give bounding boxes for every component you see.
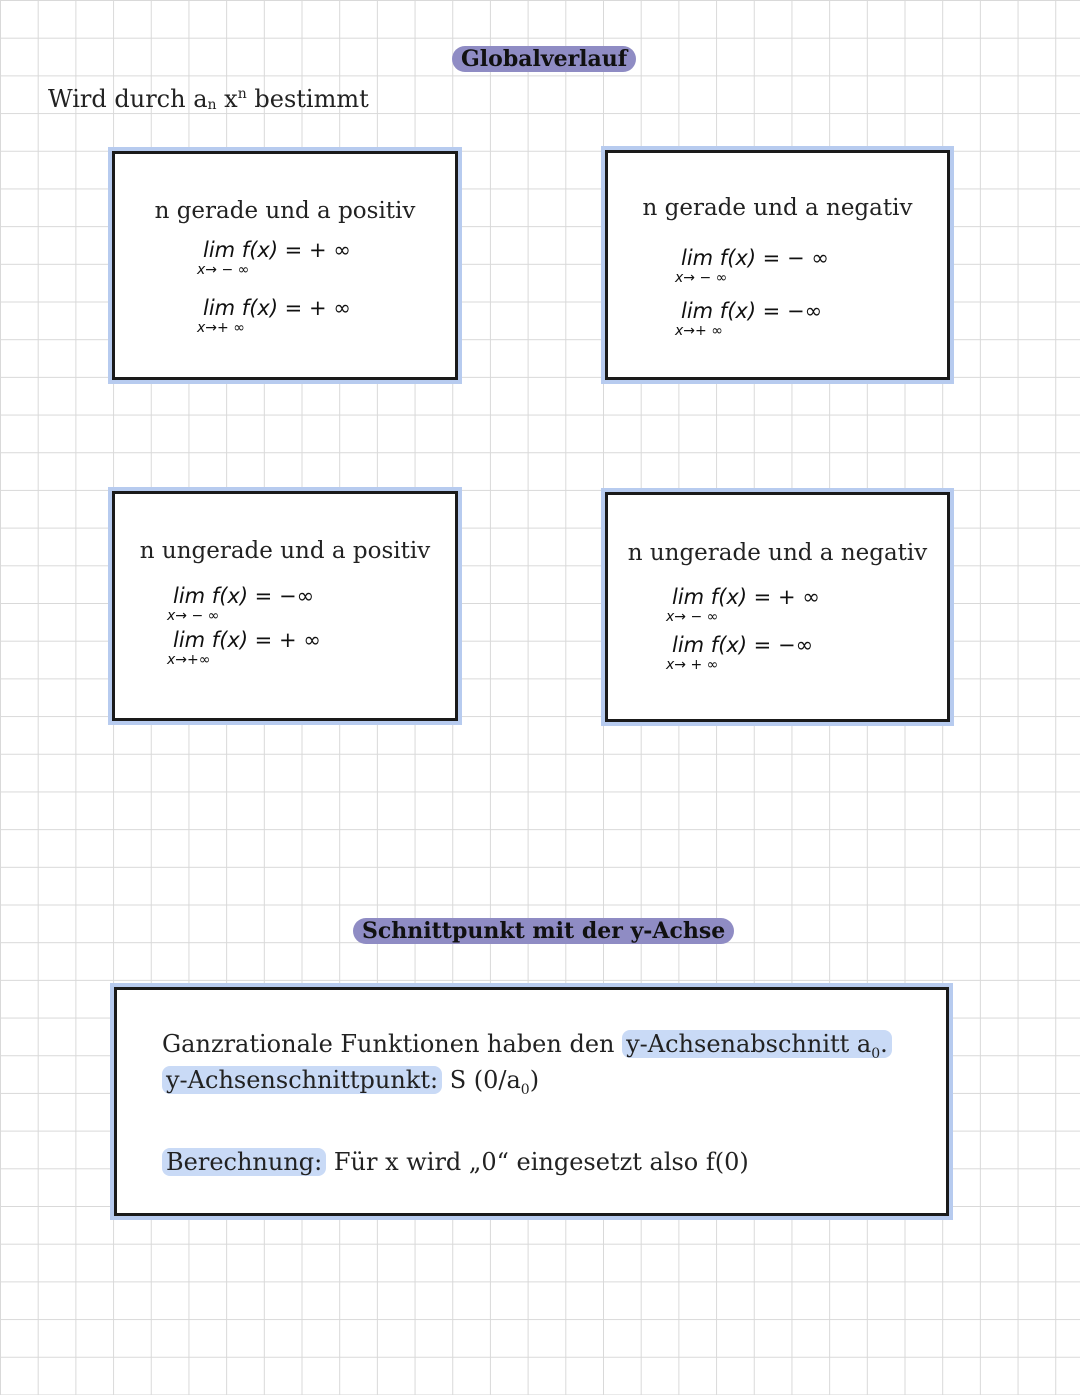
limit-expression: lim f(x) = −∞ xyxy=(672,633,814,657)
card-title: n gerade und a negativ xyxy=(642,195,913,221)
limit-approach: x→ + ∞ xyxy=(666,657,719,673)
limit-expression: lim f(x) = −∞ xyxy=(173,584,315,608)
limit-expression: lim f(x) = + ∞ xyxy=(173,628,321,652)
text-segment: . xyxy=(880,1030,888,1058)
highlight-berechnung: Berechnung: xyxy=(162,1148,326,1176)
intro-subscript: n xyxy=(207,97,217,113)
limit-approach: x→+∞ xyxy=(167,652,211,668)
limit-expression: lim f(x) = − ∞ xyxy=(681,246,829,270)
limit-approach: x→ − ∞ xyxy=(666,609,719,625)
limit-plus-infinity xyxy=(167,628,321,668)
limit-plus-infinity xyxy=(666,633,814,673)
limit-minus-infinity xyxy=(675,246,829,286)
limit-approach: x→+ ∞ xyxy=(675,323,723,339)
card-ungerade-positiv xyxy=(112,491,458,721)
limit-approach: x→ − ∞ xyxy=(197,262,250,278)
limit-approach: x→ − ∞ xyxy=(167,608,220,624)
limit-approach: x→+ ∞ xyxy=(197,320,245,336)
limit-expression: lim f(x) = −∞ xyxy=(681,299,823,323)
limit-approach: x→ − ∞ xyxy=(675,270,728,286)
schnitt-line-2 xyxy=(162,1066,539,1098)
subscript: 0 xyxy=(520,1081,530,1098)
limit-plus-infinity xyxy=(675,299,823,339)
intro-variable: x xyxy=(216,85,238,113)
intro-text xyxy=(48,85,369,113)
schnitt-line-3 xyxy=(162,1148,749,1176)
limit-minus-infinity xyxy=(666,585,820,625)
heading-globalverlauf: Globalverlauf xyxy=(452,46,636,72)
card-title: n gerade und a positiv xyxy=(154,198,416,224)
highlight-y-achsenschnittpunkt: y-Achsenschnittpunkt: xyxy=(162,1066,442,1094)
limit-expression: lim f(x) = + ∞ xyxy=(203,296,351,320)
text-segment: Für x wird „0“ eingesetzt also f(0) xyxy=(326,1148,749,1176)
card-gerade-negativ xyxy=(605,150,950,380)
intro-text-end: bestimmt xyxy=(246,85,369,113)
limit-plus-infinity xyxy=(197,296,351,336)
limit-expression: lim f(x) = + ∞ xyxy=(203,238,351,262)
card-ungerade-negativ xyxy=(605,492,950,722)
text-segment: ) xyxy=(529,1066,540,1094)
card-title: n ungerade und a negativ xyxy=(627,540,928,566)
intro-text-start: Wird durch a xyxy=(48,85,208,113)
limit-expression: lim f(x) = + ∞ xyxy=(672,585,820,609)
text-segment: S (0/a xyxy=(442,1066,521,1094)
heading-schnittpunkt: Schnittpunkt mit der y-Achse xyxy=(353,918,734,944)
card-gerade-positiv xyxy=(112,151,458,380)
limit-minus-infinity xyxy=(167,584,315,624)
card-schnittpunkt xyxy=(114,987,949,1216)
text-segment: Ganzrationale Funktionen haben den xyxy=(162,1030,623,1058)
highlight-y-achsenabschnitt xyxy=(622,1030,892,1062)
highlight-text: y-Achsenabschnitt a xyxy=(626,1030,872,1058)
subscript: 0 xyxy=(871,1045,881,1062)
card-title: n ungerade und a positiv xyxy=(139,538,431,564)
limit-minus-infinity xyxy=(197,238,351,278)
schnitt-line-1 xyxy=(162,1030,892,1062)
intro-exponent: n xyxy=(237,86,247,102)
